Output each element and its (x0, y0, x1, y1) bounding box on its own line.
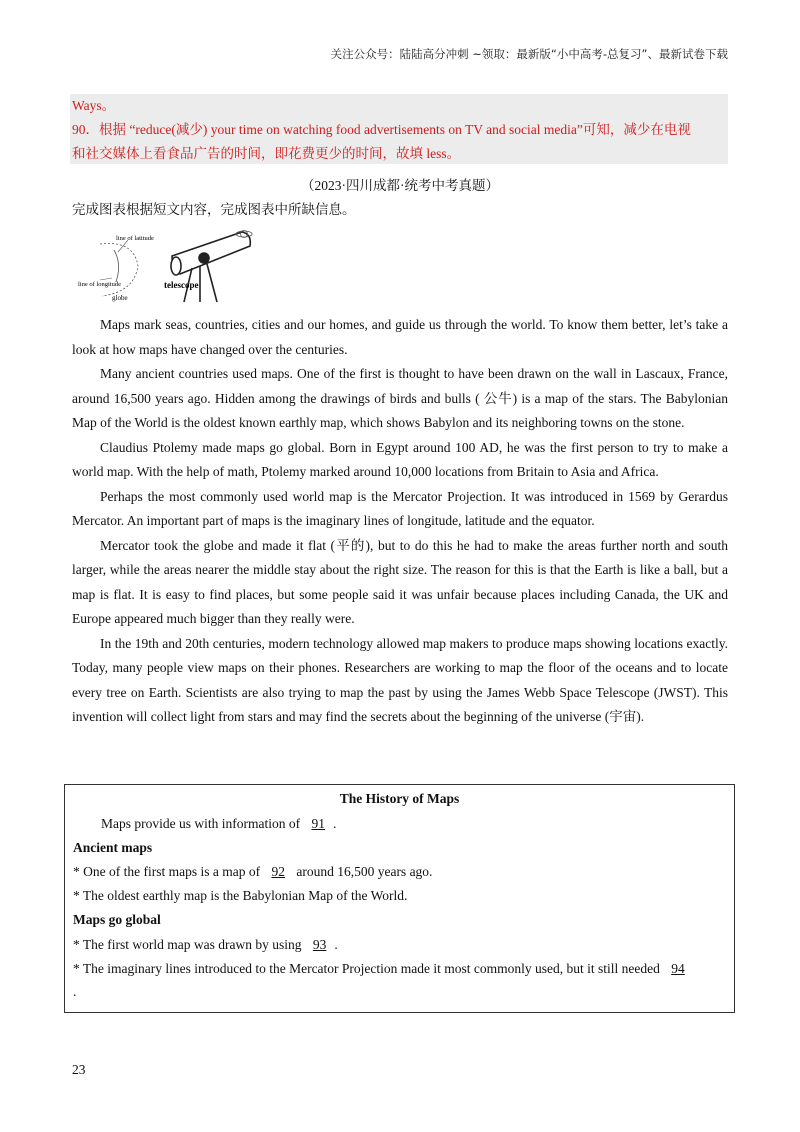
illustration (72, 222, 272, 309)
telescope-label: telescope (164, 280, 199, 290)
passage-paragraph-5: Mercator took the globe and made it flat (平的), but to do this he had to make the areas further north and south larger, while the areas nearer the middle stay about the right size. The reason for this is that the Earth is like a ball, but a map is flat. It is easy to find places, but some people said it was unfair because places including Canada, the UK and Europe appeared much bigger than they really were. (72, 537, 728, 626)
blank-93[interactable]: 93 (312, 937, 327, 952)
global-line-2 (73, 961, 693, 977)
answer-line-1: Ways。 (72, 98, 116, 113)
global-line-2-end: . (73, 984, 77, 999)
ancient-line-2: * The oldest earthly map is the Babylonian Map of the World. (73, 888, 408, 903)
latitude-label: line of latitude (116, 235, 154, 242)
ancient-1-end: around 16,500 years ago. (296, 864, 433, 879)
passage-paragraph-6: In the 19th and 20th centuries, modern technology allowed map makers to produce maps showing locations exactly. Today, many people view maps on their phones. Researchers are working to map the floor of the oceans and to locate every tree on Earth. Scientists are also trying to map the past by using the James Webb Space Telescope (JWST). This invention will collect light from stars and may find the secrets about the beginning of the universe (宇宙). (72, 635, 728, 724)
history-of-maps-chart (64, 784, 735, 1013)
global-1-text: * The first world map was drawn by using (73, 937, 302, 952)
global-1-end: . (334, 937, 338, 952)
longitude-label: line of longitude (78, 281, 121, 288)
globe-label: globe (112, 294, 128, 302)
passage-paragraph-1: Maps mark seas, countries, cities and our homes, and guide us through the world. To know them better, let’s take a look at how maps have changed over the centuries. (72, 317, 728, 357)
blank-94[interactable]: 94 (671, 961, 685, 976)
maps-go-global-heading: Maps go global (73, 912, 161, 927)
global-line-1 (73, 937, 338, 953)
instruction: 完成图表根据短文内容，完成图表中所缺信息。 (72, 202, 356, 217)
passage-paragraph-3: Claudius Ptolemy made maps go global. Born in Egypt around 100 AD, he was the first person to try to make a world map. With the help of math, Ptolemy marked around 10,000 locations from Britain to Asia and Africa. (72, 439, 728, 479)
blank-92[interactable]: 92 (271, 864, 285, 879)
globe-telescope-illustration (72, 222, 272, 304)
intro-line (101, 816, 336, 832)
question-source: （2023·四川成都·统考中考真题） (301, 178, 499, 193)
answer-line-2: 90．根据 “reduce(减少) your time on watching food advertisements on TV and social media”可知，减少在电视 (72, 122, 691, 137)
page-number: 23 (72, 1062, 86, 1077)
page-header: 关注公众号：陆陆高分冲刺 ~领取：最新版“小中高考-总复习”、最新试卷下载 (330, 47, 728, 61)
ancient-1-text: * One of the first maps is a map of (73, 864, 261, 879)
reading-passage (72, 313, 728, 730)
passage-paragraph-4: Perhaps the most commonly used world map is the Mercator Projection. It was introduced in 1569 by Gerardus Mercator. An important part of maps is the imaginary lines of longitude, latitude and the equator. (72, 488, 728, 528)
answer-line-3: 和社交媒体上看食品广告的时间，即花费更少的时间，故填 less。 (72, 146, 461, 161)
global-2-text: * The imaginary lines introduced to the Mercator Projection made it most commonly used, but it still needed (73, 961, 660, 976)
intro-end: . (332, 816, 337, 831)
ancient-maps-heading: Ancient maps (73, 840, 153, 855)
passage-paragraph-2: Many ancient countries used maps. One of the first is thought to have been drawn on the wall in Lascaux, France, around 16,500 years ago. Hidden among the drawings of birds and bulls ( 公牛) is a map of the stars. The Babylonian Map of the World is the oldest known earthly map, which shows Babylon and its neighboring towns on the stone. (72, 366, 728, 430)
intro-text: Maps provide us with information of (101, 816, 301, 831)
blank-91[interactable]: 91 (311, 816, 325, 831)
chart-title: The History of Maps (339, 791, 460, 806)
telescope-icon (171, 232, 250, 302)
ancient-line-1 (73, 864, 432, 880)
